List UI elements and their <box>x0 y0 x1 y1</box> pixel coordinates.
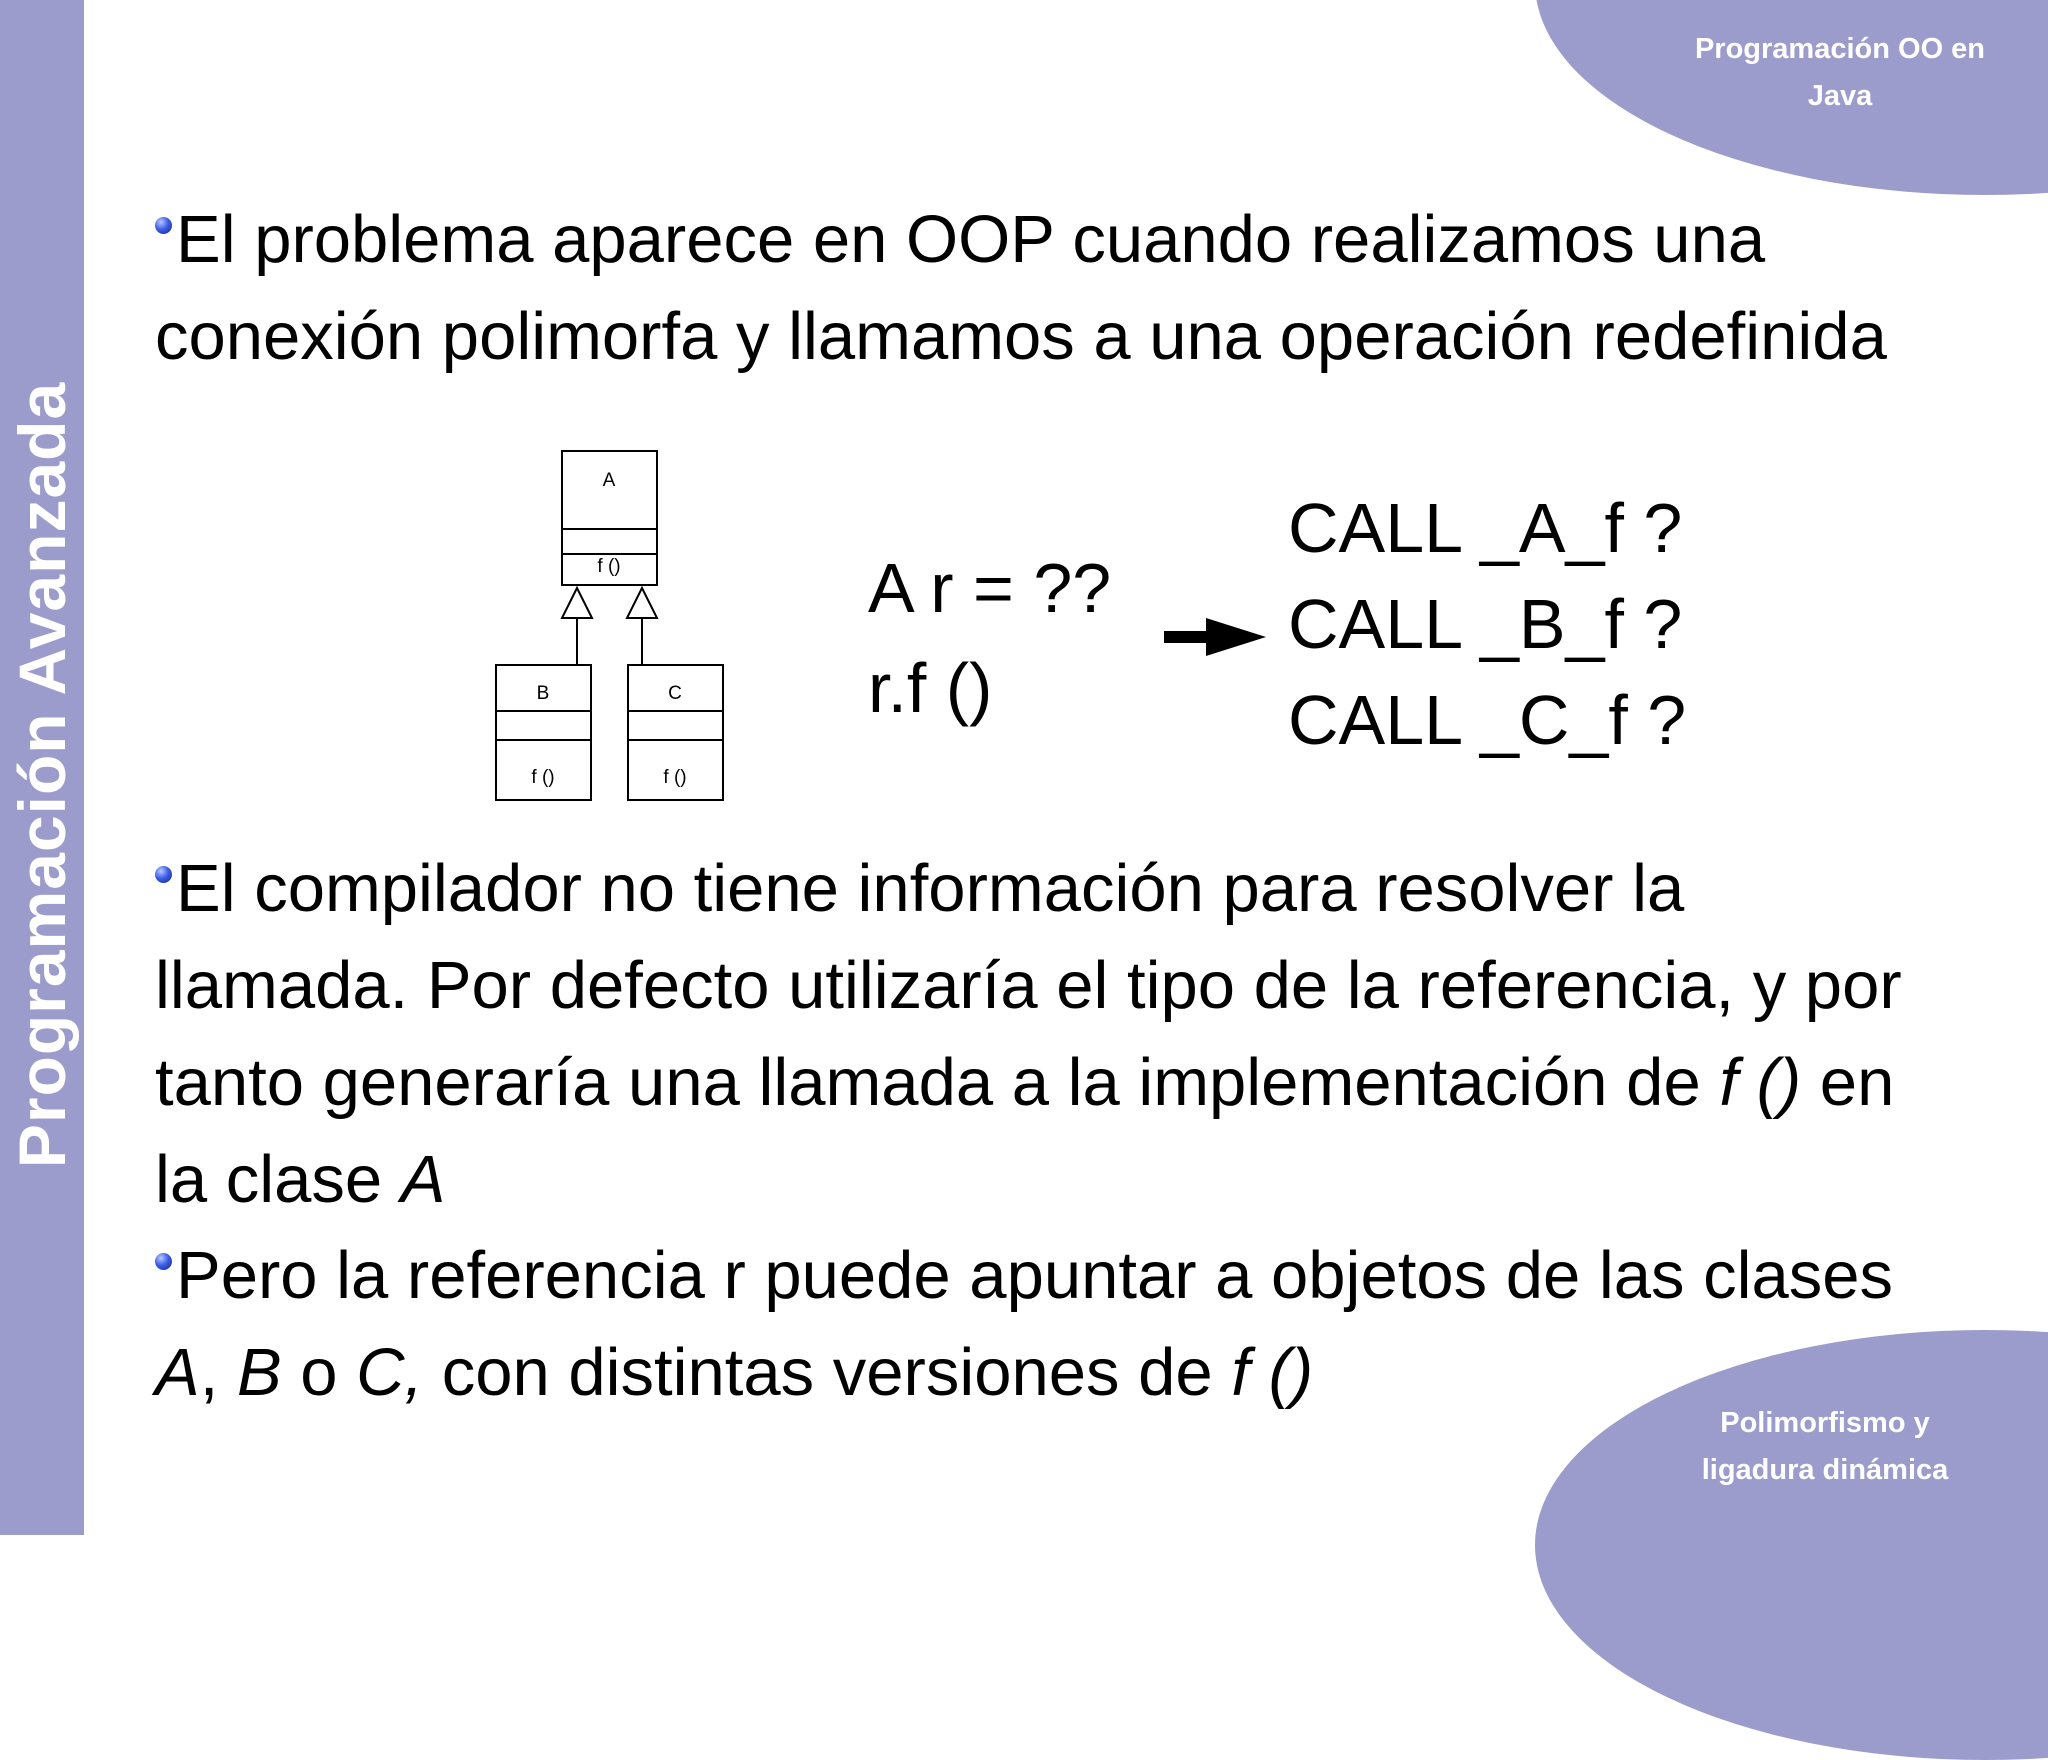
course-title-line2: Java <box>1807 80 1873 112</box>
code-line-1: A r = ?? <box>868 549 1112 627</box>
uml-class-diagram <box>490 450 730 805</box>
bullet-3-text-2: , <box>199 1335 237 1410</box>
sidebar-title: Programación Avanzada <box>5 381 79 1169</box>
class-name-b: B <box>536 683 550 704</box>
bullet-2-text-2: en la clase <box>155 1045 1895 1217</box>
bullet-paragraph-3 <box>155 1227 1955 1421</box>
bullet-3-text-3: o <box>281 1335 357 1410</box>
course-title-line1: Programación OO en <box>1694 33 1986 65</box>
code-snippet <box>868 538 1111 738</box>
class-name-c: C <box>668 683 682 704</box>
class-name-a: A <box>602 470 616 491</box>
bullet-2-italic-method: f () <box>1719 1045 1802 1120</box>
bullet-3-italic-b: B <box>236 1335 282 1410</box>
topic-title-line2: ligadura dinámica <box>1701 1454 1949 1486</box>
course-title <box>1660 26 2020 120</box>
bullet-text-1: El problema aparece en OOP cuando realizamos una conexión polimorfa y llamamos a una operación redefinida <box>155 202 1887 374</box>
bullet-icon <box>155 1253 172 1270</box>
bullet-3-italic-method: f () <box>1231 1335 1314 1410</box>
class-method-c: f () <box>663 767 687 788</box>
class-method-a: f () <box>597 556 621 577</box>
bullet-2-italic-class: A <box>400 1142 446 1217</box>
topic-title <box>1650 1400 2000 1494</box>
call-option-a: CALL _A_f ? <box>1288 489 1683 567</box>
code-line-2: r.f () <box>868 649 993 727</box>
bullet-3-italic-a: A <box>155 1335 200 1410</box>
bullet-3-italic-c: C, <box>356 1335 424 1410</box>
bullet-icon <box>155 866 172 883</box>
sidebar <box>0 0 84 1535</box>
bullet-icon <box>155 217 172 234</box>
call-option-c: CALL _C_f ? <box>1288 681 1687 759</box>
call-options <box>1288 480 1686 768</box>
right-arrow-icon <box>1162 614 1268 660</box>
inheritance-arrow-c <box>627 588 657 618</box>
call-option-b: CALL _B_f ? <box>1288 585 1683 663</box>
bullet-3-text: Pero la referencia r puede apuntar a objetos de las clases <box>176 1238 1894 1313</box>
bullet-paragraph-1 <box>155 191 1955 385</box>
topic-title-line1: Polimorfismo y <box>1720 1407 1930 1439</box>
bullet-3-text-4: con distintas versiones de <box>423 1335 1232 1410</box>
bullet-2-text: El compilador no tiene información para resolver la llamada. Por defecto utilizaría el tipo de la referencia, y por tanto generaría una llamada a la implementación de <box>155 851 1902 1120</box>
inheritance-arrow-b <box>562 588 592 618</box>
bullet-paragraph-2 <box>155 840 1955 1228</box>
class-method-b: f () <box>531 767 555 788</box>
